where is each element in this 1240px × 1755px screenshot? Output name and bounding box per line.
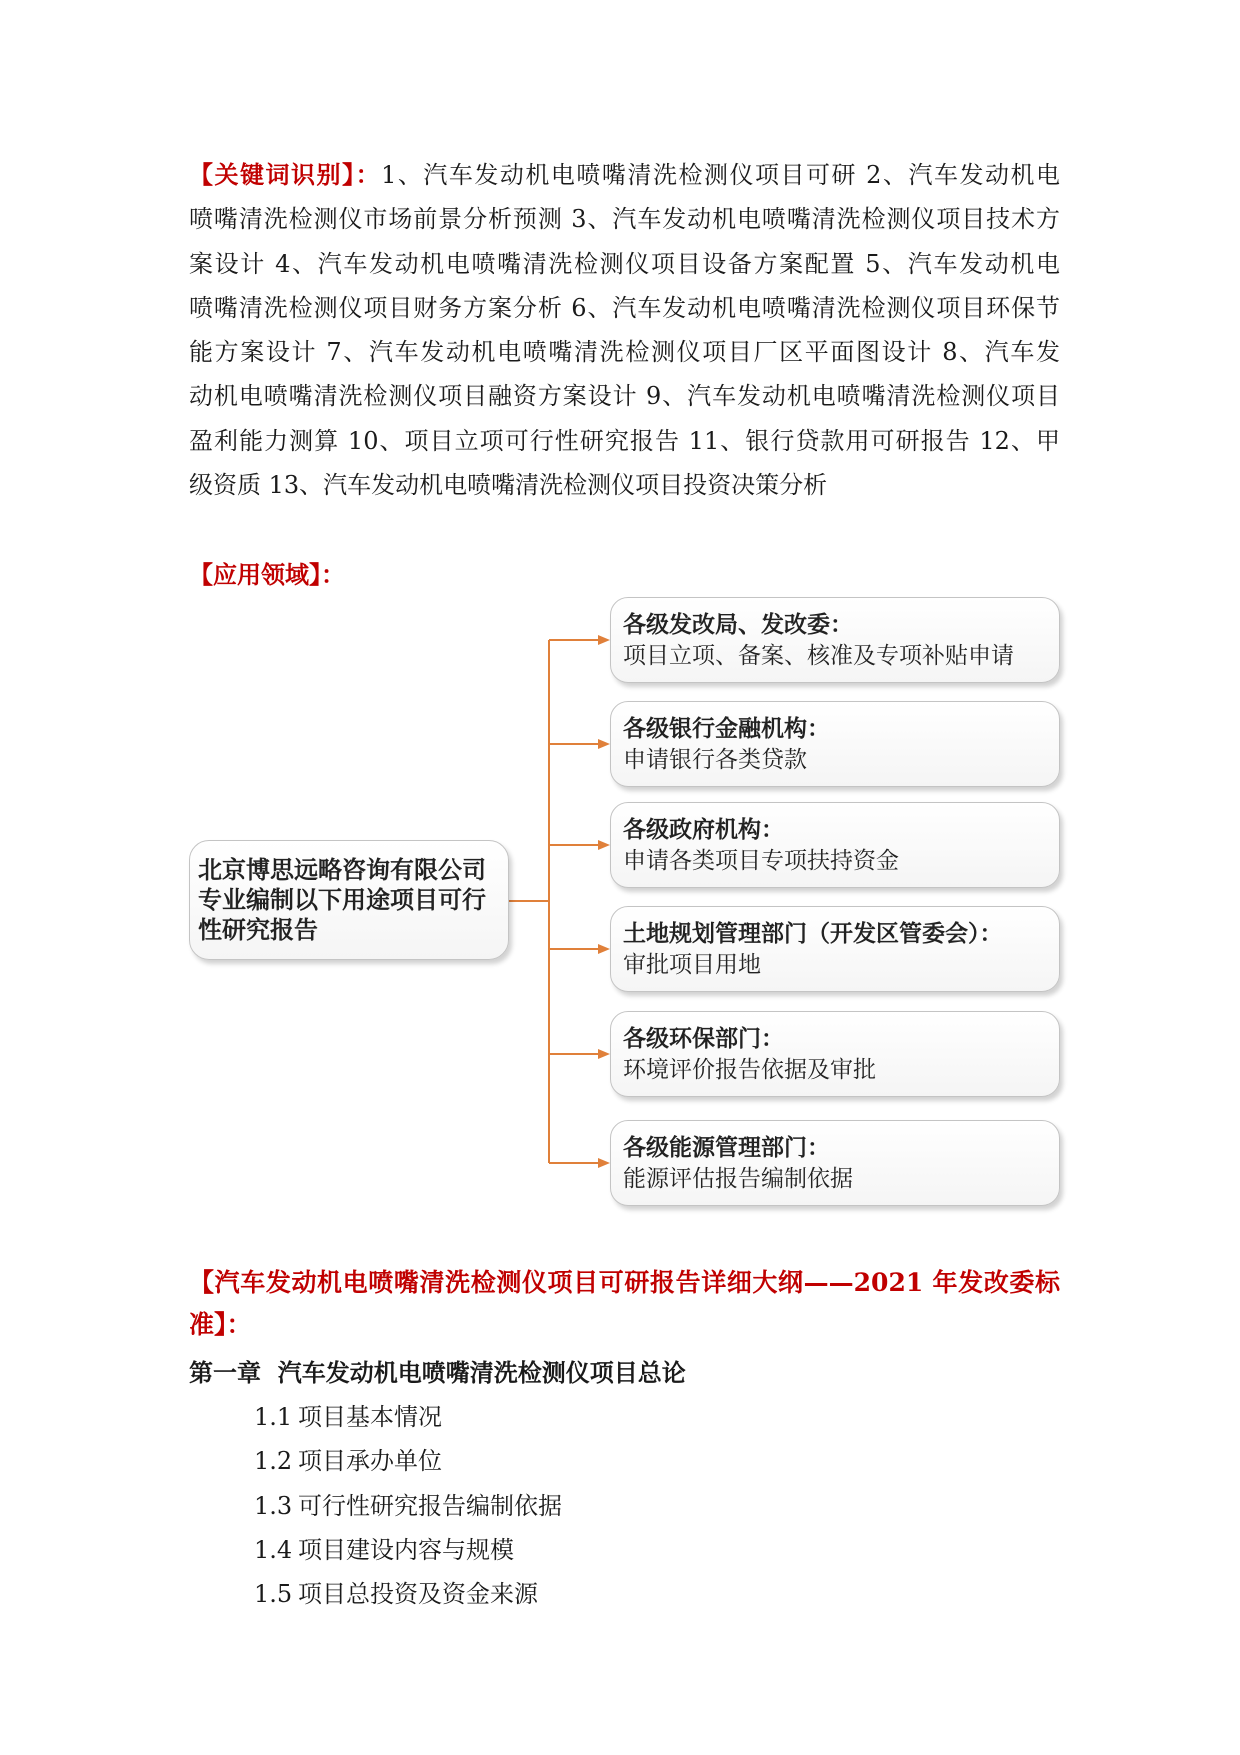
chapter-sections <box>254 1395 562 1616</box>
arrow-head <box>598 1158 610 1168</box>
section-item <box>254 1439 562 1483</box>
target-box <box>610 1120 1060 1206</box>
keywords-paragraph <box>189 153 1060 507</box>
section-item <box>254 1484 562 1528</box>
arrow-head <box>598 944 610 954</box>
target-box <box>610 906 1060 992</box>
target-box <box>610 802 1060 888</box>
section-item <box>254 1395 562 1439</box>
target-title: 各级环保部门： <box>623 1026 784 1052</box>
source-box <box>189 840 509 960</box>
source-text: 北京博思远略咨询有限公司专业编制以下用途项目可行性研究报告 <box>198 856 486 944</box>
section-title: 项目建设内容与规模 <box>298 1535 514 1564</box>
target-desc: 审批项目用地 <box>623 952 761 978</box>
keyword-line: 案设计 4、汽车发动机电喷嘴清洗检测仪项目设备方案配置 5、汽车发动机电 <box>189 249 1060 278</box>
section-title: 项目承办单位 <box>298 1447 442 1476</box>
section-number: 1.3 <box>254 1491 293 1520</box>
section-number: 1.1 <box>254 1403 293 1431</box>
section-title: 可行性研究报告编制依据 <box>298 1491 562 1520</box>
keyword-line <box>189 153 1060 197</box>
chapter-title: 第一章 汽车发动机电喷嘴清洗检测仪项目总论 <box>189 1358 686 1387</box>
keyword-line: 喷嘴清洗检测仪市场前景分析预测 3、汽车发动机电喷嘴清洗检测仪项目技术方 <box>189 205 1060 234</box>
keyword-line: 喷嘴清洗检测仪项目财务方案分析 6、汽车发动机电喷嘴清洗检测仪项目环保节 <box>189 293 1060 322</box>
keywords-label: 【关键词识别】： <box>189 160 382 189</box>
section-number: 1.4 <box>254 1535 293 1564</box>
target-desc: 申请银行各类贷款 <box>623 747 807 773</box>
arrow-head <box>598 739 610 749</box>
section-item <box>254 1528 562 1572</box>
target-box <box>610 701 1060 787</box>
target-desc: 申请各类项目专项扶持资金 <box>623 848 899 874</box>
arrow-head <box>598 1049 610 1059</box>
keyword-line: 级资质 13、汽车发动机电喷嘴清洗检测仪项目投资决策分析 <box>189 471 828 500</box>
section-title: 项目基本情况 <box>298 1403 442 1431</box>
outline-heading: 【汽车发动机电喷嘴清洗检测仪项目可研报告详细大纲——2021 年发改委标准】： <box>189 1268 1060 1339</box>
target-title: 各级发改局、发改委： <box>623 612 853 638</box>
keyword-line: 能方案设计 7、汽车发动机电喷嘴清洗检测仪项目厂区平面图设计 8、汽车发 <box>189 338 1060 367</box>
applications-label: 【应用领域】： <box>189 560 345 589</box>
applications-diagram <box>189 590 1060 1230</box>
target-desc: 能源评估报告编制依据 <box>623 1166 853 1192</box>
keyword-line: 盈利能力测算 10、项目立项可行性研究报告 11、银行贷款用可研报告 12、甲 <box>189 426 1060 455</box>
target-title: 土地规划管理部门（开发区管委会）： <box>623 921 1003 947</box>
target-desc: 项目立项、备案、核准及专项补贴申请 <box>623 643 1014 669</box>
arrow-head <box>598 840 610 850</box>
section-number: 1.2 <box>254 1447 293 1476</box>
section-number: 1.5 <box>254 1580 293 1609</box>
section-item <box>254 1572 562 1616</box>
target-box <box>610 1011 1060 1097</box>
keyword-line-text: 1、汽车发动机电喷嘴清洗检测仪项目可研 2、汽车发动机电 <box>381 161 1060 189</box>
section-title: 项目总投资及资金来源 <box>298 1580 538 1609</box>
target-desc: 环境评价报告依据及审批 <box>623 1057 876 1083</box>
keyword-line: 动机电喷嘴清洗检测仪项目融资方案设计 9、汽车发动机电喷嘴清洗检测仪项目 <box>189 382 1060 411</box>
target-title: 各级政府机构： <box>623 817 784 843</box>
target-title: 各级能源管理部门： <box>623 1135 830 1161</box>
target-title: 各级银行金融机构： <box>623 716 830 742</box>
target-box <box>610 597 1060 683</box>
arrow-head <box>598 635 610 645</box>
